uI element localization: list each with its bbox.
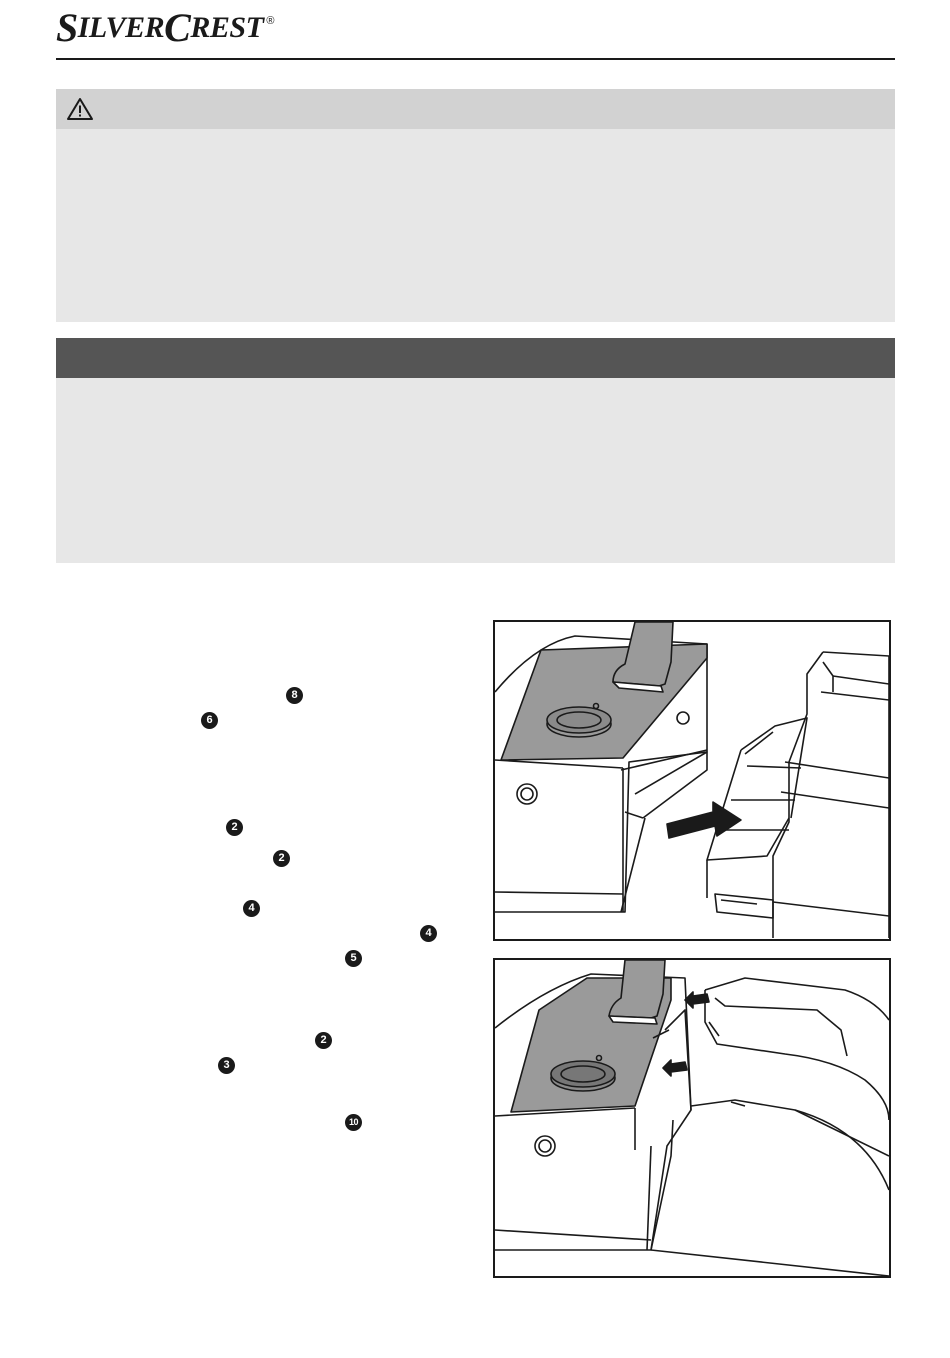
ref-marker-4: 4 xyxy=(420,925,437,942)
figure-insert-ice-tray-drawing xyxy=(495,622,889,939)
ref-marker-3: 3 xyxy=(218,1057,235,1074)
warning-triangle-icon xyxy=(66,97,94,121)
figure-tray-inserted-drawing xyxy=(495,960,889,1276)
warning-box xyxy=(56,89,895,322)
logo-letter: S xyxy=(56,5,78,50)
registered-mark: ® xyxy=(266,15,274,27)
ref-marker-4: 4 xyxy=(243,900,260,917)
ref-marker-2: 2 xyxy=(273,850,290,867)
ref-marker-8: 8 xyxy=(286,687,303,704)
ref-marker-2: 2 xyxy=(315,1032,332,1049)
note-bar xyxy=(56,338,895,378)
warning-bar xyxy=(56,89,895,129)
silvercrest-logo xyxy=(56,5,274,50)
figure-tray-inserted xyxy=(493,958,891,1278)
ref-marker-6: 6 xyxy=(201,712,218,729)
header-rule xyxy=(56,58,895,60)
ref-marker-5: 5 xyxy=(345,950,362,967)
logo-letters: ILVER xyxy=(77,11,165,44)
figure-insert-ice-tray xyxy=(493,620,891,941)
logo-letter: C xyxy=(164,5,191,50)
logo-letters: REST xyxy=(190,11,264,44)
note-box xyxy=(56,338,895,563)
ref-marker-2: 2 xyxy=(226,819,243,836)
ref-marker-10: 10 xyxy=(345,1114,362,1131)
